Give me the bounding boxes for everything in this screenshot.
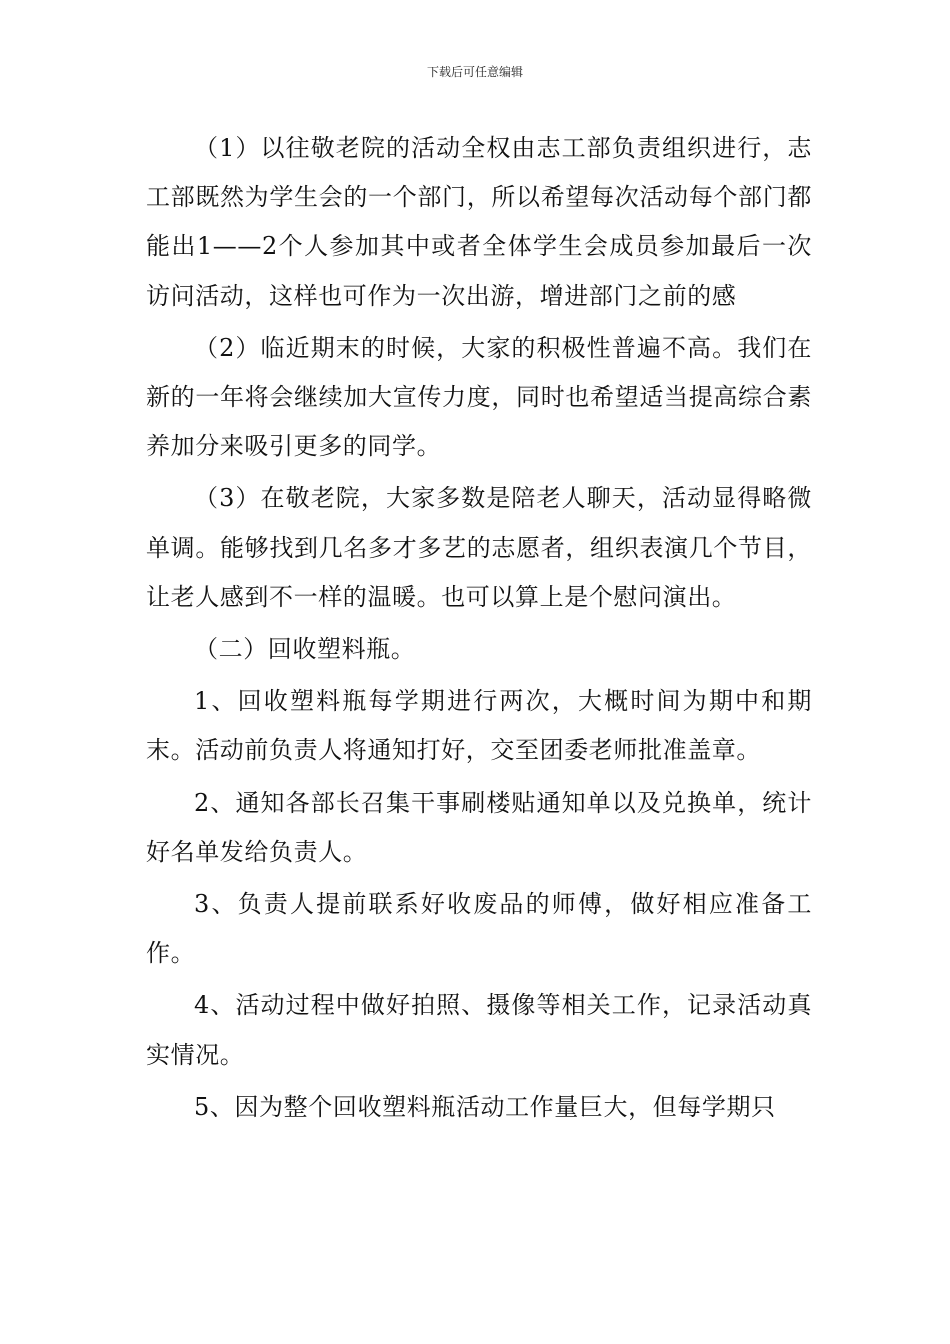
list-item-1: 1、回收塑料瓶每学期进行两次，大概时间为期中和期末。活动前负责人将通知打好，交至团委老师批准盖章。 — [146, 687, 812, 765]
page-header: 下载后可任意编辑 — [426, 65, 523, 79]
section-heading: （二）回收塑料瓶。 — [194, 635, 416, 664]
list-item-3: 3、负责人提前联系好收废品的师傅，做好相应准备工作。 — [146, 890, 812, 968]
list-item-2: 2、通知各部长召集干事刷楼贴通知单以及兑换单，统计好名单发给负责人。 — [146, 788, 812, 866]
paragraph-1: （1）以往敬老院的活动全权由志工部负责组织进行，志工部既然为学生会的一个部门，所以希望每次活动每个部门都能出1——2个人参加其中或者全体学生会成员参加最后一次访问活动，这样也可作为一次出游，增进部门之前的感 — [146, 134, 812, 310]
document-body — [146, 124, 812, 1135]
paragraph-2: （2）临近期末的时候，大家的积极性普遍不高。我们在新的一年将会继续加大宣传力度，同时也希望适当提高综合素养加分来吸引更多的同学。 — [146, 333, 812, 461]
paragraph-3: （3）在敬老院，大家多数是陪老人聊天，活动显得略微单调。能够找到几名多才多艺的志愿者，组织表演几个节目，让老人感到不一样的温暖。也可以算上是个慰问演出。 — [146, 484, 812, 611]
list-item-4: 4、活动过程中做好拍照、摄像等相关工作，记录活动真实情况。 — [146, 991, 812, 1069]
list-item-5: 5、因为整个回收塑料瓶活动工作量巨大，但每学期只 — [194, 1092, 776, 1121]
